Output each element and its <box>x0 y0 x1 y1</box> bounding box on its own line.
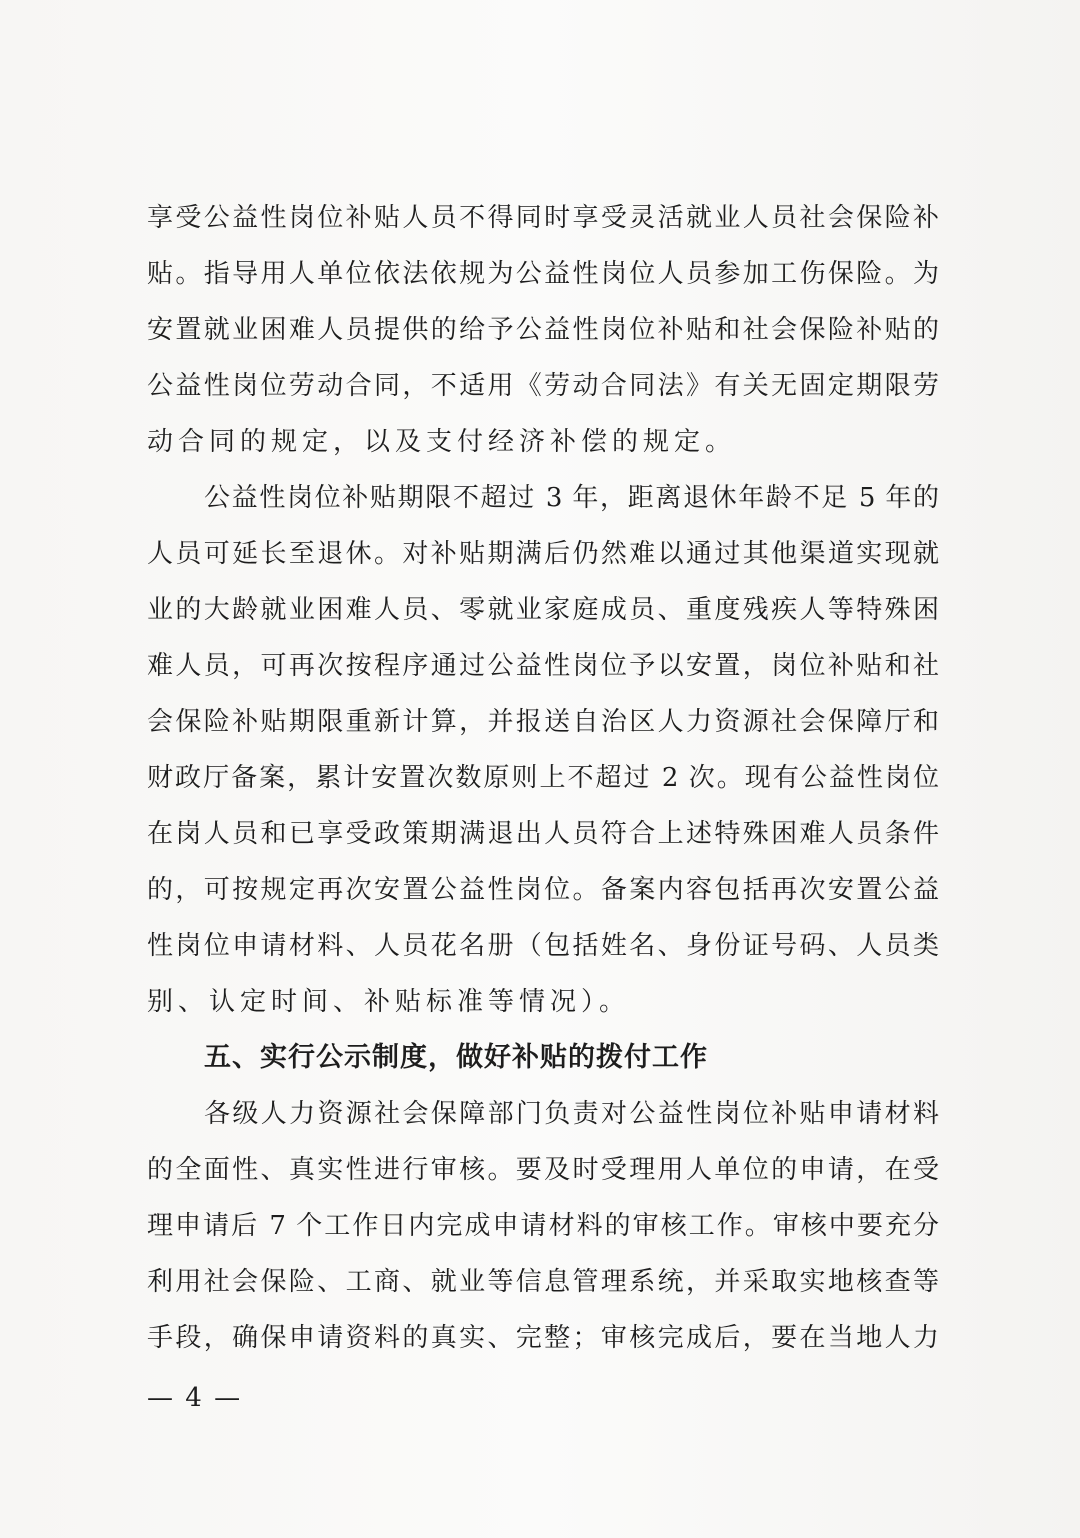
page-number: — 4 — <box>147 1383 243 1413</box>
text-line: 公益性岗位劳动合同，不适用《劳动合同法》有关无固定期限劳 <box>147 371 939 401</box>
text-line: 动合同的规定，以及支付经济补偿的规定。 <box>147 427 737 457</box>
text-line: 享受公益性岗位补贴人员不得同时享受灵活就业人员社会保险补 <box>147 203 939 233</box>
text-line: 业的大龄就业困难人员、零就业家庭成员、重度残疾人等特殊困 <box>147 595 939 625</box>
text-line: 的全面性、真实性进行审核。要及时受理用人单位的申请，在受 <box>147 1155 939 1185</box>
text-line: 利用社会保险、工商、就业等信息管理系统，并采取实地核查等 <box>147 1267 939 1297</box>
text-line: 难人员，可再次按程序通过公益性岗位予以安置，岗位补贴和社 <box>147 651 939 681</box>
text-line: 理申请后 7 个工作日内完成申请材料的审核工作。审核中要充分 <box>147 1211 939 1241</box>
text-line: 别、认定时间、补贴标准等情况）。 <box>147 987 631 1017</box>
text-line: 人员可延长至退休。对补贴期满后仍然难以通过其他渠道实现就 <box>147 539 939 569</box>
text-line: 会保险补贴期限重新计算，并报送自治区人力资源社会保障厅和 <box>147 707 939 737</box>
text-line: 性岗位申请材料、人员花名册（包括姓名、身份证号码、人员类 <box>147 931 939 961</box>
text-line: 安置就业困难人员提供的给予公益性岗位补贴和社会保险补贴的 <box>147 315 939 345</box>
section-heading: 五、实行公示制度，做好补贴的拨付工作 <box>204 1042 708 1073</box>
paragraph-start: 公益性岗位补贴期限不超过 3 年，距离退休年龄不足 5 年的 <box>204 483 939 513</box>
text-line: 财政厅备案，累计安置次数原则上不超过 2 次。现有公益性岗位 <box>147 763 939 793</box>
text-line: 的，可按规定再次安置公益性岗位。备案内容包括再次安置公益 <box>147 875 939 905</box>
text-line: 贴。指导用人单位依法依规为公益性岗位人员参加工伤保险。为 <box>147 259 939 289</box>
text-line: 手段，确保申请资料的真实、完整；审核完成后，要在当地人力 <box>147 1323 939 1353</box>
paragraph-start: 各级人力资源社会保障部门负责对公益性岗位补贴申请材料 <box>204 1099 939 1129</box>
text-line: 在岗人员和已享受政策期满退出人员符合上述特殊困难人员条件 <box>147 819 939 849</box>
